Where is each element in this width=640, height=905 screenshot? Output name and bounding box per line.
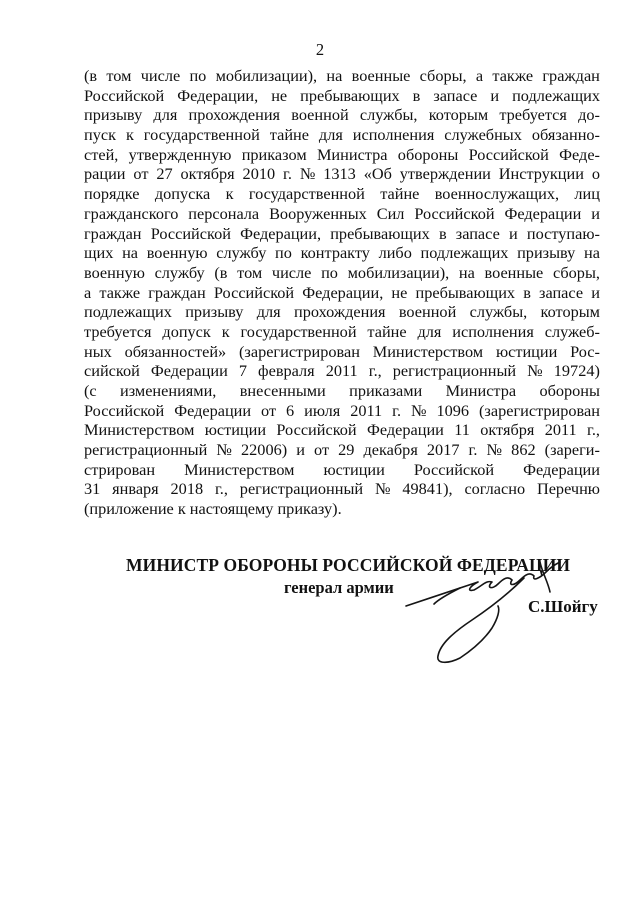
body-line: граждан Российской Федерации, пребывающих в запасе и поступаю- xyxy=(84,223,600,243)
body-line: сийской Федерации 7 февраля 2011 г., регистрационный № 19724) xyxy=(84,361,600,381)
signatory-rank: генерал армии xyxy=(284,578,394,597)
body-line: ных обязанностей» (зарегистрирован Министерством юстиции Рос- xyxy=(84,341,600,361)
body-line: подлежащих призыву для прохождения военной службы, которым xyxy=(84,302,600,322)
body-line-last: (приложение к настоящему приказу). xyxy=(84,499,342,519)
body-line: пуск к государственной тайне для исполнения служебных обязанно- xyxy=(84,125,600,145)
body-line: Российской Федерации, не пребывающих в запасе и подлежащих xyxy=(84,85,600,105)
body-line: регистрационный № 22006) и от 29 декабря 2017 г. № 862 (зареги- xyxy=(84,440,600,460)
page-number: 2 xyxy=(315,40,325,59)
body-line: стей, утвержденную приказом Министра обороны Российской Феде- xyxy=(84,144,600,164)
body-line: стрирован Министерством юстиции Российской Федерации xyxy=(84,459,600,479)
body-line: гражданского персонала Вооруженных Сил Российской Федерации и xyxy=(84,203,600,223)
body-line: рации от 27 октября 2010 г. № 1313 «Об утверждении Инструкции о xyxy=(84,164,600,184)
body-line: а также граждан Российской Федерации, не пребывающих в запасе и xyxy=(84,282,600,302)
signatory-title: МИНИСТР ОБОРОНЫ РОССИЙСКОЙ ФЕДЕРАЦИИ xyxy=(126,555,571,575)
body-line: (с изменениями, внесенными приказами Министра обороны xyxy=(84,381,600,400)
body-line: военную службу (в том числе по мобилизации), на военные сборы, xyxy=(84,262,600,282)
body-line: Российской Федерации от 6 июля 2011 г. № 1096 (зарегистрирован xyxy=(84,400,600,420)
signatory-name: С.Шойгу xyxy=(528,597,598,616)
body-line: 31 января 2018 г., регистрационный № 49841), согласно Перечню xyxy=(84,479,600,499)
body-line: требуется допуск к государственной тайне для исполнения служеб- xyxy=(84,321,600,341)
body-line: порядке допуска к государственной тайне военнослужащих, лиц xyxy=(84,184,600,204)
body-line: (в том числе по мобилизации), на военные сборы, а также граждан xyxy=(84,66,600,85)
body-line: Министерством юстиции Российской Федерации 11 октября 2011 г., xyxy=(84,420,600,440)
body-line: призыву для прохождения военной службы, которым требуется до- xyxy=(84,105,600,125)
body-line: щих на военную службу по контракту либо подлежащих призыву на xyxy=(84,243,600,263)
